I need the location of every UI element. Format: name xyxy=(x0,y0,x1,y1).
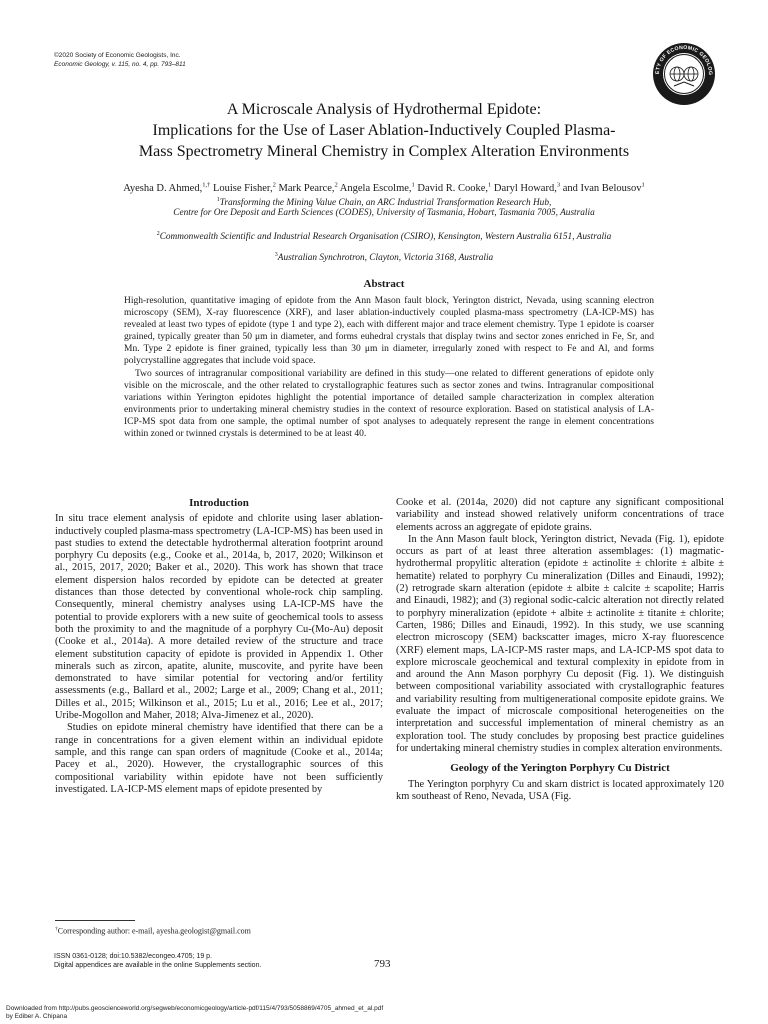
abstract-body xyxy=(124,295,654,440)
left-column xyxy=(55,497,383,796)
abstract-heading: Abstract xyxy=(363,278,405,290)
body-paragraph: In situ trace element analysis of epidote and chlorite using laser ablation-inductively coupled plasma-mass spectrometry (LA-ICP-MS) has been used in past studies to extend the detectable hydrothermal alteration footprint around porphyry Cu deposits (e.g., Cooke et al., 2014a, b, 2017, 2020; Wilkinson et al., 2015, 2017, 2020; Baker et al., 2020). This work has shown that trace element dispersion halos recorded by epidote can be detected at greater distances than those detected by conventional whole-rock chip sampling. Consequently, mineral chemistry analyses using LA-ICP-MS have the potential to provide explorers with a new suite of geochemical tools to assess both the proximity to and the magnitude of a porphyry Cu-(Mo-Au) deposit (Cooke et al., 2014a). A more detailed review of the structure and trace element substitution capacity of epidote is provided in Appendix 1. Other minerals such as zircon, apatite, alunite, muscovite, and pyrite have been demonstrated to have similar potential for vectoring and/or fertility assessments (e.g., Ballard et al., 2002; Large et al., 2009; Chang et al., 2011; Dilles et al., 2015; Wilkinson et al., 2015; Lu et al., 2016; Lee et al., 2017; Uribe-Mogollon and Maher, 2018; Alva-Jimenez et al., 2020). xyxy=(55,513,383,722)
affiliation: Centre for Ore Deposit and Earth Sciences (CODES), University of Tasmania, Hobart, Tasmania 7005, Australia xyxy=(173,208,595,218)
download-notice xyxy=(6,1005,383,1021)
section-heading: Geology of the Yerington Porphyry Cu District xyxy=(450,762,670,775)
download-user-line: by Ediber A. Chipana xyxy=(6,1013,68,1020)
society-seal-logo xyxy=(652,42,716,106)
body-paragraph: Cooke et al. (2014a, 2020) did not capture any significant compositional variability and instead showed relatively uniform concentrations of trace elements across an aggregate of epidote grains. xyxy=(396,497,724,533)
author-list xyxy=(40,178,728,196)
title-line: Mass Spectrometry Mineral Chemistry in Complex Alteration Environments xyxy=(138,143,630,160)
title-line: A Microscale Analysis of Hydrothermal Epidote: xyxy=(226,101,542,118)
abstract-paragraph: Two sources of intragranular compositional variability are defined in this study—one related to different generations of epidote only visible on the microscale, and the other related to crystallographic features such as sector zones and twins. Intragranular compositional variations within Yerington epidotes highlight the potential importance of detailed sample characterization in complex alteration environments prior to undertaking mineral chemistry studies in the context of resource exploration. Based on statistical analysis of LA-ICP-MS spot data from one sample, the optimal number of spot analyses to adequately represent the range in element concentrations within zoned or twinned crystals is determined to be at least 40. xyxy=(124,368,654,440)
affiliation: $^1$Transforming the Mining Value Chain, an ARC Industrial Transformation Research Hub, xyxy=(216,197,552,209)
author: and Ivan Belousov$^1$ xyxy=(562,181,645,194)
affiliation: $^3$Australian Synchrotron, Clayton, Victoria 3168, Australia xyxy=(274,252,494,264)
author: Daryl Howard,$^3$ xyxy=(493,181,561,194)
supplement-note: Digital appendices are available in the online Supplements section. xyxy=(54,962,262,969)
right-column xyxy=(396,497,724,803)
author: Louise Fisher,$^2$ xyxy=(212,181,276,194)
author: Mark Pearce,$^2$ xyxy=(278,181,338,194)
footnote-divider xyxy=(55,920,135,921)
footnote: †Corresponding author: e-mail, ayesha.geologist@gmail.com xyxy=(55,926,251,936)
title-line: Implications for the Use of Laser Ablation-Inductively Coupled Plasma- xyxy=(152,122,616,139)
citation-line: Economic Geology, v. 115, no. 4, pp. 793–811 xyxy=(54,61,186,68)
seal-text: ETY OF ECONOMIC GEOLOG xyxy=(654,44,714,76)
author: David R. Cooke,$^1$ xyxy=(417,181,492,194)
page-number: 793 xyxy=(374,958,391,970)
article-title xyxy=(80,99,688,162)
abstract-paragraph: High-resolution, quantitative imaging of epidote from the Ann Mason fault block, Yerington district, Nevada, using scanning electron microscopy (SEM), X-ray fluorescence (XRF), and laser ablation-inductively coupled plasma-mass spectrometry (LA-ICP-MS) has revealed at least two types of epidote (type 1 and type 2), each with different major and trace element chemistry. Type 1 epidote is coarser grained, typically greater than 50 μm in diameter, and forms euhedral crystals that display twins and sector zones enriched in Fe, Sr, and Mn. Type 2 epidote is finer grained, typically less than 30 μm in diameter, irregularly zoned with respect to Fe and Al, and forms polycrystalline aggregates that include void space. xyxy=(124,296,654,367)
body-paragraph: The Yerington porphyry Cu and skarn district is located approximately 120 km southeast of Reno, Nevada, USA (Fig. xyxy=(396,778,724,802)
copyright-line: ©2020 Society of Economic Geologists, Inc. xyxy=(54,52,181,59)
body-paragraph: In the Ann Mason fault block, Yerington district, Nevada (Fig. 1), epidote occurs as part of at least three alteration assemblages: (1) magmatic-hydrothermal propylitic alteration (epidote ± actinolite ± chlorite ± albite ± hematite) related to porphyry Cu mineralization (Dilles and Einaudi, 1992); (2) retrograde skarn alteration (epidote ± albite ± calcite ± scapolite; Harris and Einaudi, 1982); and (3) regional sodic-calcic alteration not directly related to porphyry mineralization (epidote + albite ± actinolite ± titanite ± chlorite; Carten, 1986; Dilles and Einaudi, 1992). In this study, we use scanning electron microscopy (SEM) backscatter images, micro X-ray fluorescence (XRF) element maps, LA-ICP-MS raster maps, and LA-ICP-MS spot data to explore microscale geochemical and textural complexity in epidote from in and around the Ann Mason porphyry Cu deposit (Fig. 1). We distinguish between compositional variability associated with crystallographic features and variability resulting from multigenerational composite epidote grains. We evaluate the impact of microscale compositional heterogeneities on the interpretation and successful implementation of mineral chemistry as an exploration tool. The study concludes by proposing best practice guidelines for undertaking mineral chemistry studies in complex alteration environments. xyxy=(396,533,724,754)
issn-line: ISSN 0361-0128; doi:10.5382/econgeo.4705; 19 p. xyxy=(54,953,213,960)
download-url-line[interactable]: Downloaded from http://pubs.geoscienceworld.org/segweb/economicgeology/article-pdf/115/4/793/5058869/4705_ahmed_et_al.pdf xyxy=(6,1005,384,1012)
body-paragraph: Studies on epidote mineral chemistry have identified that there can be a range in concentrations for a given element within an individual epidote sample, and this range can span orders of magnitude (Cooke et al., 2014a; Pacey et al., 2020). However, the crystallographic sources of this compositional variability within epidote have not been sufficiently investigated. LA-ICP-MS element maps of epidote presented by xyxy=(55,722,383,795)
introduction-heading: Introduction xyxy=(189,497,249,509)
issn-block xyxy=(54,952,261,970)
author: Angela Escolme,$^1$ xyxy=(339,181,415,194)
affiliation: $^2$Commonwealth Scientific and Industrial Research Organisation (CSIRO), Kensington, Western Australia 6151, Australia xyxy=(156,231,612,243)
author: Ayesha D. Ahmed,$^{1,\dagger}$ xyxy=(123,181,211,194)
journal-header xyxy=(54,51,186,69)
